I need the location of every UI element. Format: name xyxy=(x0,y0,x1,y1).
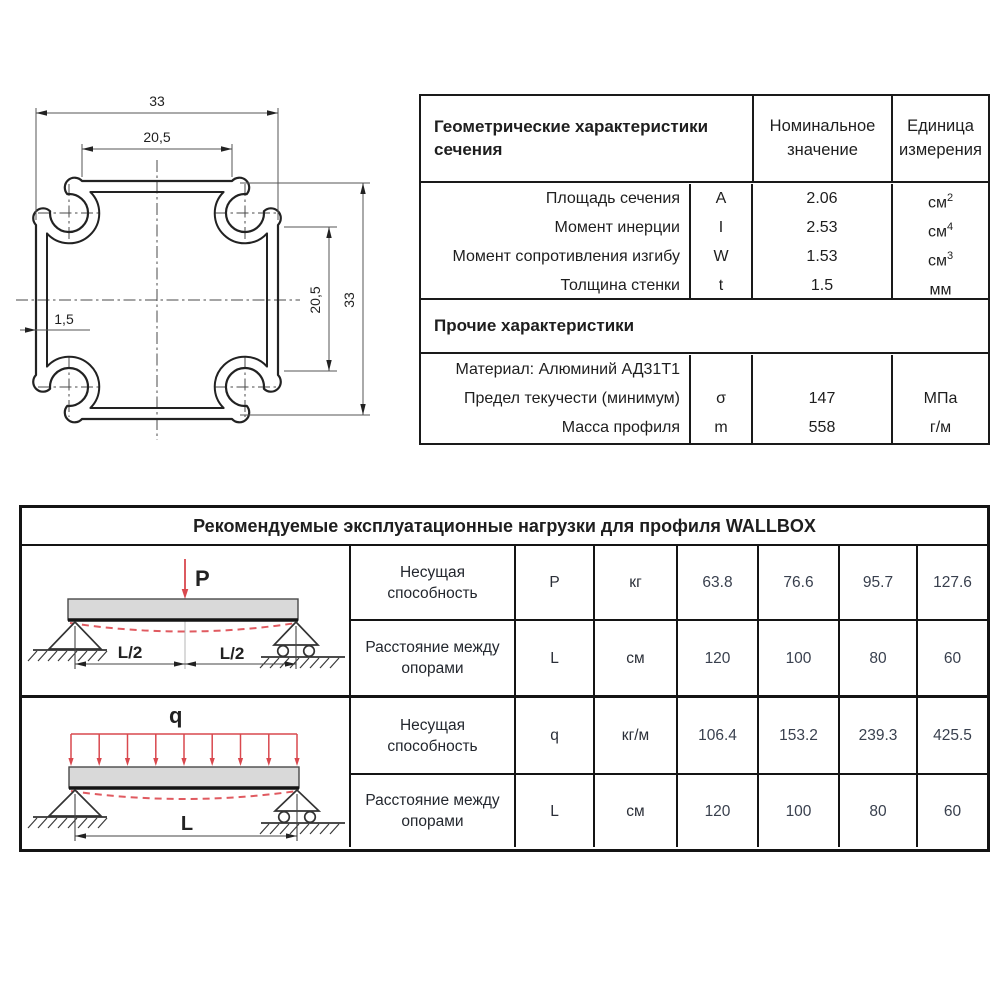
row-label: Материал: Алюминий АД31Т1 xyxy=(455,361,680,378)
row-unit: см xyxy=(593,619,676,695)
loads-table-title: Рекомендуемые эксплуатационные нагрузки для профиля WALLBOX xyxy=(22,508,987,546)
ground-hatch xyxy=(28,651,107,661)
row-value: 120 xyxy=(676,619,757,695)
load-label-q: q xyxy=(169,703,183,728)
row-value: 147 xyxy=(808,390,836,407)
loads-table-grid xyxy=(22,546,987,847)
geometry-data-block xyxy=(421,181,988,298)
row-unit: МПа xyxy=(923,390,958,407)
geometry-table xyxy=(419,94,990,445)
loads-table xyxy=(19,505,990,852)
ground-hatch xyxy=(260,824,339,834)
other-characteristics-header: Прочие характеристики xyxy=(421,298,988,352)
row-label: Толщина стенки xyxy=(560,277,680,294)
row-unit: см xyxy=(593,773,676,847)
distributed-load-diagram xyxy=(22,698,349,848)
dim-wall-thickness: 1,5 xyxy=(54,311,74,327)
dim-label-L: L xyxy=(180,813,194,835)
deflection-curve xyxy=(70,623,296,632)
row-label: Площадь сечения xyxy=(545,190,680,207)
load-arrow-P xyxy=(182,559,189,599)
col-header-nominal: Номинальное значение xyxy=(752,96,891,181)
beam-diagram-point-load xyxy=(22,546,349,695)
row-symbol: L xyxy=(514,619,593,695)
row-label: Расстояние между опорами xyxy=(349,619,514,695)
row-symbol: I xyxy=(718,219,724,236)
row-value: 2.06 xyxy=(806,190,838,207)
row-value: 1.53 xyxy=(806,248,838,265)
row-unit: $см^2$ xyxy=(927,192,954,212)
row-value: 2.53 xyxy=(806,219,838,236)
row-value: 425.5 xyxy=(916,695,987,773)
beam xyxy=(69,767,299,788)
ground-hatch xyxy=(28,818,107,828)
beam xyxy=(68,599,298,620)
row-value: 239.3 xyxy=(838,695,916,773)
row-value: 100 xyxy=(757,619,838,695)
roller-support-icon xyxy=(261,622,345,657)
dim-inner-height: 20,5 xyxy=(307,286,323,314)
row-symbol: P xyxy=(514,546,593,619)
row-unit: кг/м xyxy=(593,695,676,773)
dim-inner-width: 20,5 xyxy=(143,129,171,145)
row-symbol: q xyxy=(514,695,593,773)
load-label-P: P xyxy=(195,566,210,591)
row-value: 80 xyxy=(838,619,916,695)
dim-overall-width: 33 xyxy=(149,93,165,109)
dim-label-L2-left: L/2 xyxy=(117,643,143,662)
row-label: Расстояние между опорами xyxy=(349,773,514,847)
row-label: Момент сопротивления изгибу xyxy=(452,248,680,265)
row-value: 120 xyxy=(676,773,757,847)
col-header-unit: Единица измерения xyxy=(891,96,988,181)
ground-hatch xyxy=(260,658,339,668)
row-value: 1.5 xyxy=(810,277,834,294)
row-value: 100 xyxy=(757,773,838,847)
point-load-diagram xyxy=(22,546,349,695)
row-value: 153.2 xyxy=(757,695,838,773)
geometry-table-header xyxy=(421,96,988,181)
row-value: 63.8 xyxy=(676,546,757,619)
row-symbol: W xyxy=(713,248,729,265)
row-unit: $см^4$ xyxy=(927,221,954,241)
row-unit: $см^3$ xyxy=(927,250,954,270)
row-unit: мм xyxy=(929,281,952,299)
row-symbol: A xyxy=(715,190,727,207)
row-value: 127.6 xyxy=(916,546,987,619)
row-label: Масса профиля xyxy=(561,419,680,436)
row-symbol: t xyxy=(718,277,724,294)
row-value: 60 xyxy=(916,773,987,847)
section-drawing xyxy=(0,80,410,455)
row-value: 76.6 xyxy=(757,546,838,619)
deflection-curve xyxy=(71,791,297,799)
dim-label-L2-right: L/2 xyxy=(219,644,245,663)
row-value: 60 xyxy=(916,619,987,695)
row-value: 95.7 xyxy=(838,546,916,619)
geometry-table-title: Геометрические характеристики сечения xyxy=(434,116,709,159)
row-value: 558 xyxy=(808,419,836,436)
distributed-load-arrows xyxy=(68,734,299,766)
center-lines xyxy=(16,160,300,440)
row-unit: кг xyxy=(593,546,676,619)
row-symbol: L xyxy=(514,773,593,847)
dim-overall-height: 33 xyxy=(341,292,357,308)
roller-support-icon xyxy=(261,790,345,823)
row-symbol: σ xyxy=(716,390,726,407)
row-label: Несущая способность xyxy=(349,546,514,619)
row-label: Предел текучести (минимум) xyxy=(464,390,680,407)
row-value: 106.4 xyxy=(676,695,757,773)
material-data-block xyxy=(421,352,988,443)
row-unit: г/м xyxy=(929,419,952,436)
row-symbol: m xyxy=(714,419,728,436)
row-label: Момент инерции xyxy=(554,219,680,236)
row-label: Несущая способность xyxy=(349,695,514,773)
row-value: 80 xyxy=(838,773,916,847)
beam-diagram-distributed-load xyxy=(22,695,349,847)
